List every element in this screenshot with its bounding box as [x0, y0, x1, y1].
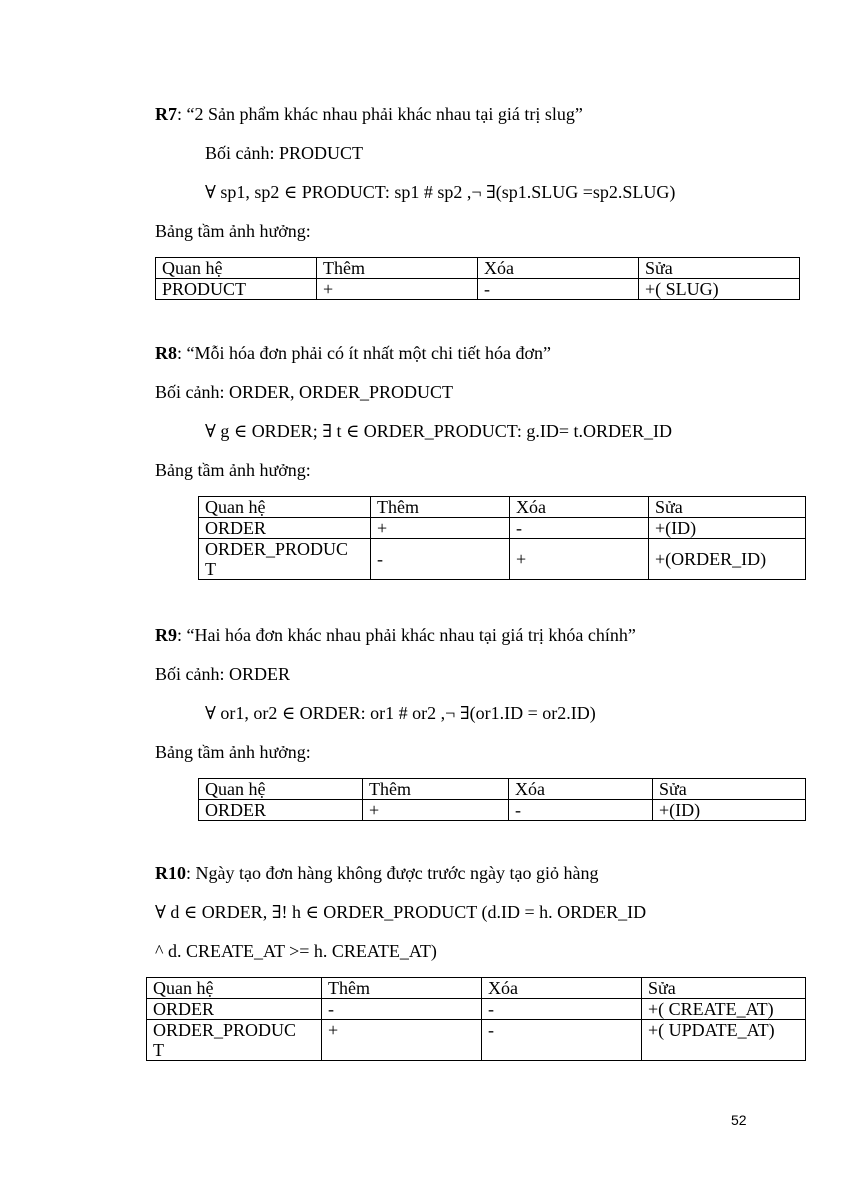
- table-header-row: [156, 258, 800, 279]
- r7-id: R7: [155, 104, 177, 124]
- table-header-row: Quan hệ Thêm Xóa Sửa: [199, 779, 806, 800]
- r7-context: Bối cảnh: PRODUCT: [205, 143, 364, 163]
- header-add: Thêm: [317, 258, 478, 279]
- table-row: ORDER + - +(ID): [199, 518, 806, 539]
- r8-title: R8: “Mỗi hóa đơn phải có ít nhất một chi tiết hóa đơn”: [155, 343, 551, 363]
- header-relation: Quan hệ: [156, 258, 317, 279]
- r10-id: R10: [155, 863, 186, 883]
- r8-impact-table: [198, 496, 806, 580]
- r10-formula-line1: ∀ d ∈ ORDER, ∃! h ∈ ORDER_PRODUCT (d.ID = h. ORDER_ID: [155, 902, 647, 922]
- table-header-row: Quan hệ Thêm Xóa Sửa: [199, 497, 806, 518]
- r7-impact-label: Bảng tầm ảnh hưởng:: [155, 221, 311, 241]
- table-header-row: Quan hệ Thêm Xóa Sửa: [147, 978, 806, 999]
- header-edit: Sửa: [639, 258, 800, 279]
- table-row: ORDER_PRODUC T + - +( UPDATE_AT): [147, 1020, 806, 1061]
- r7-impact-table: [155, 257, 800, 300]
- r8-context: Bối cảnh: ORDER, ORDER_PRODUCT: [155, 382, 454, 402]
- page-number: 52: [731, 1112, 747, 1128]
- header-delete: Xóa: [478, 258, 639, 279]
- r7-formula: ∀ sp1, sp2 ∈ PRODUCT: sp1 # sp2 ,¬ ∃(sp1.SLUG =sp2.SLUG): [205, 182, 676, 202]
- r8-formula: ∀ g ∈ ORDER; ∃ t ∈ ORDER_PRODUCT: g.ID= t.ORDER_ID: [205, 421, 673, 441]
- r9-id: R9: [155, 625, 177, 645]
- r8-id: R8: [155, 343, 177, 363]
- table-row: ORDER - - +( CREATE_AT): [147, 999, 806, 1020]
- r9-context: Bối cảnh: ORDER: [155, 664, 290, 684]
- r10-title: R10: Ngày tạo đơn hàng không được trước ngày tạo giỏ hàng: [155, 863, 599, 883]
- r9-title: R9: “Hai hóa đơn khác nhau phải khác nhau tại giá trị khóa chính”: [155, 625, 636, 645]
- r10-formula-line2: ^ d. CREATE_AT >= h. CREATE_AT): [155, 941, 437, 961]
- r10-impact-table: [146, 977, 806, 1061]
- table-row: PRODUCT + - +( SLUG): [156, 279, 800, 300]
- table-row: ORDER + - +(ID): [199, 800, 806, 821]
- r9-formula: ∀ or1, or2 ∈ ORDER: or1 # or2 ,¬ ∃(or1.ID = or2.ID): [205, 703, 596, 723]
- r9-impact-table: [198, 778, 806, 821]
- r9-impact-label: Bảng tầm ảnh hưởng:: [155, 742, 311, 762]
- r8-impact-label: Bảng tầm ảnh hưởng:: [155, 460, 311, 480]
- table-row: ORDER_PRODUC T - + +(ORDER_ID): [199, 539, 806, 580]
- r7-title: R7: “2 Sản phẩm khác nhau phải khác nhau tại giá trị slug”: [155, 104, 583, 124]
